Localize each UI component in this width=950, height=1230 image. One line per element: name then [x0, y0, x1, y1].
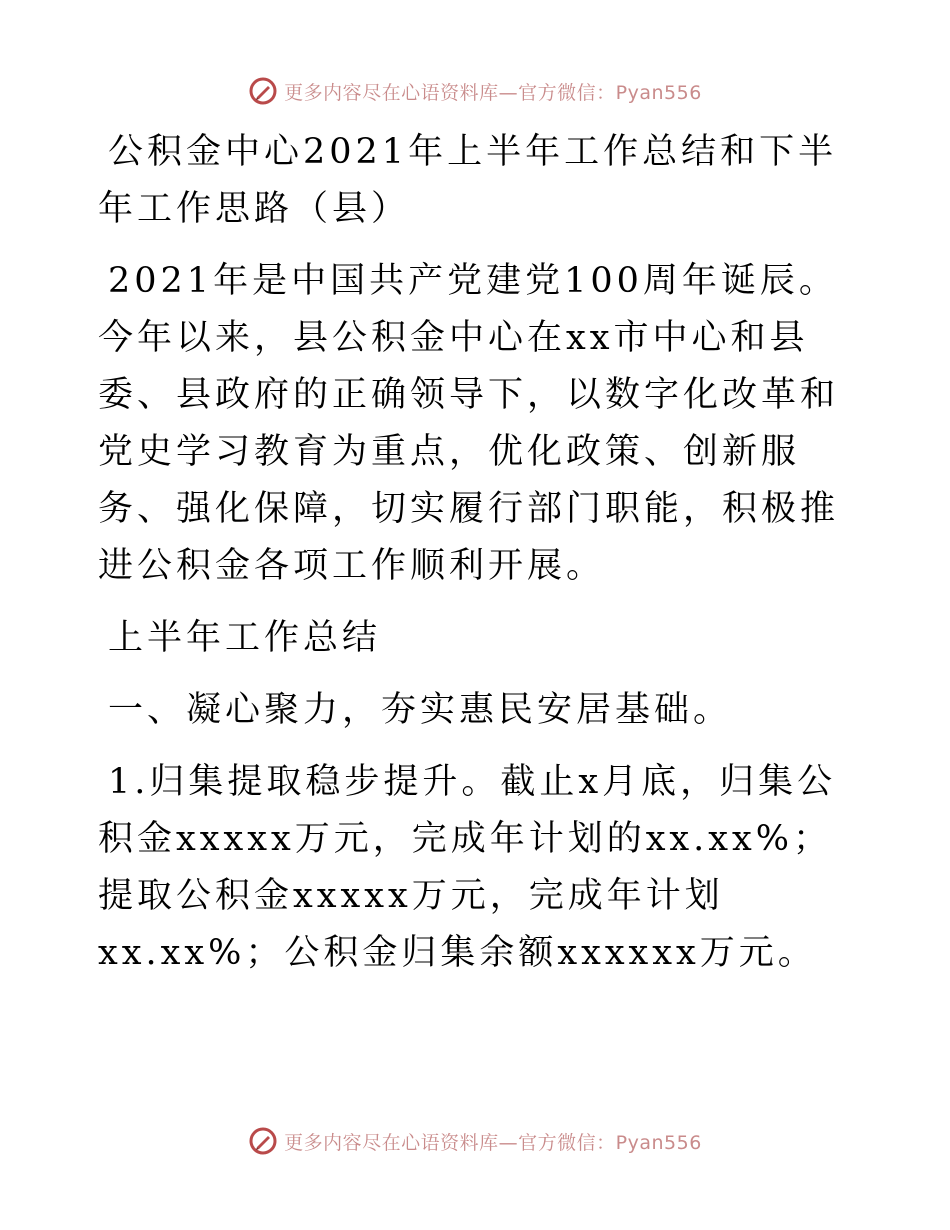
paragraph-intro: 2021年是中国共产党建党100周年诞辰。今年以来，县公积金中心在xx市中心和县委、县政府的正确领导下，以数字化改革和党史学习教育为重点，优化政策、创新服务、强化保障，切实履行部门职能，积极推进公积金各项工作顺利开展。 [98, 261, 840, 586]
watermark-text: 更多内容尽在心语资料库—官方微信：Pyan556 [284, 81, 702, 104]
footer-watermark [0, 1121, 950, 1161]
section-heading: 上半年工作总结 [108, 618, 382, 658]
watermark-text: 更多内容尽在心语资料库—官方微信：Pyan556 [284, 1131, 702, 1154]
header-watermark [0, 71, 950, 111]
document-body [98, 124, 858, 997]
subsection-heading: 一、凝心聚力，夯实惠民安居基础。 [108, 690, 733, 730]
document-title: 公积金中心2021年上半年工作总结和下半年工作思路（县） [98, 132, 838, 229]
pen-logo-icon [248, 76, 278, 106]
pen-logo-icon [248, 1126, 278, 1156]
paragraph-item-1: 1.归集提取稳步提升。截止x月底，归集公积金xxxxx万元，完成年计划的xx.xx%；提取公积金xxxxx万元，完成年计划xx.xx%；公积金归集余额xxxxxx万元。 [98, 762, 837, 973]
